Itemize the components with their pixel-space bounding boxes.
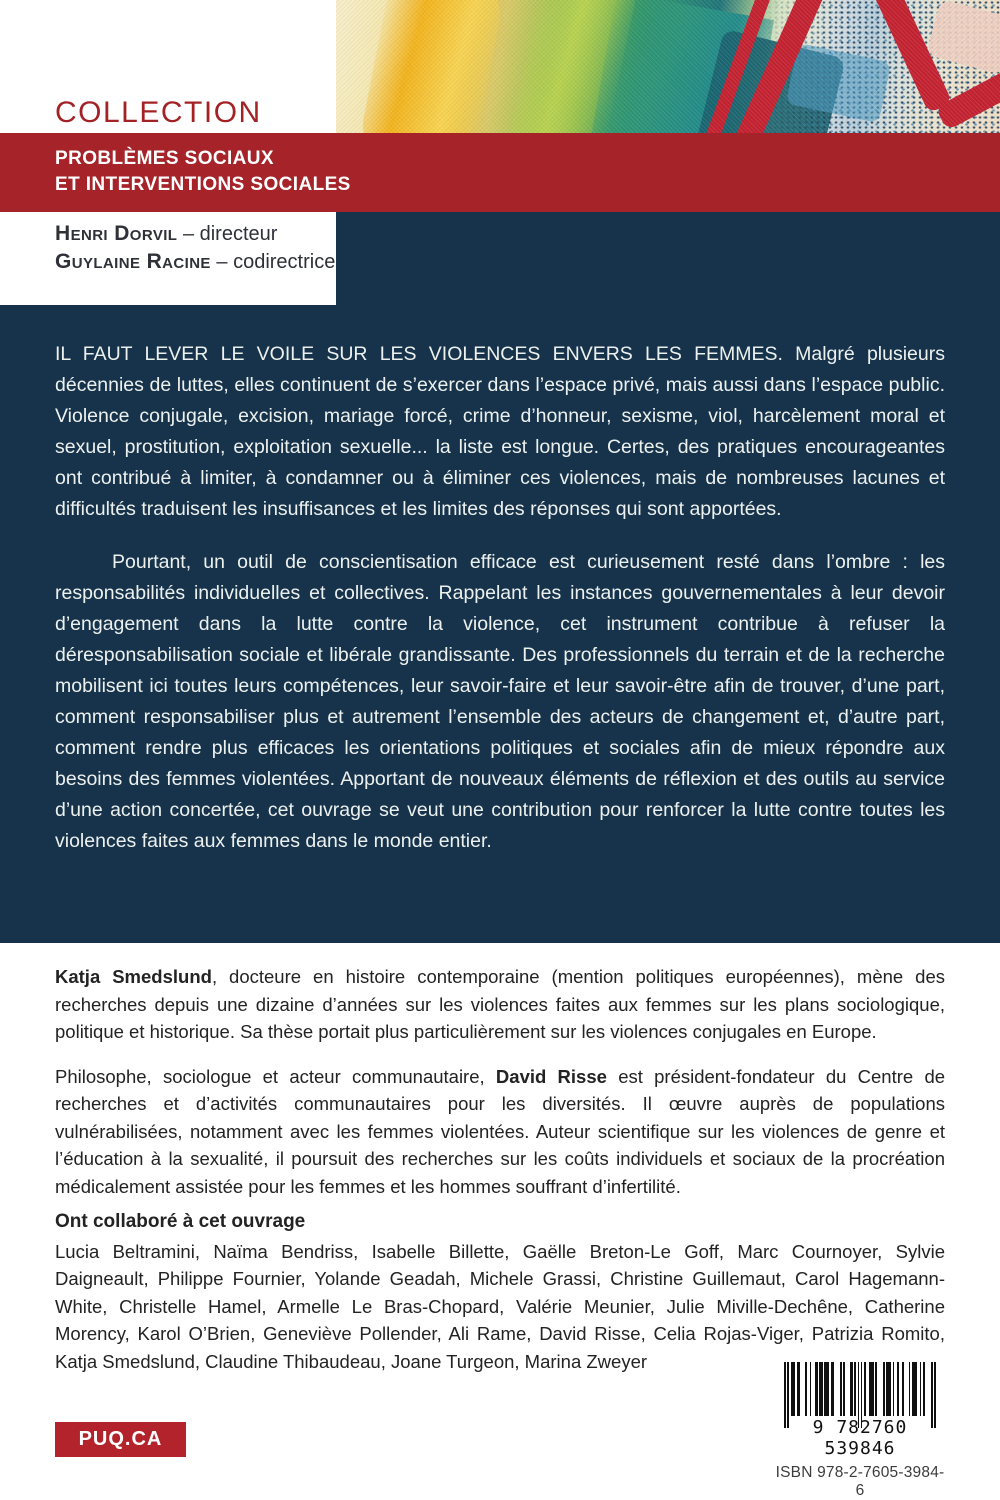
- synopsis: [55, 339, 945, 857]
- isbn-barcode-block: [775, 1362, 945, 1500]
- contributors-section: [55, 1208, 945, 1375]
- synopsis-paragraph-2: Pourtant, un outil de conscientisation efficace est curieusement resté dans l’ombre : les responsabilités individuelles et collectives. Rappelant les instances gouvernementales à leur devoir d’engagement dans la lutte contre la violence, cet instrument contribue à refuser la déresponsabilisation sociale et libérale grandissante. Des professionnels du terrain et de la recherche mobilisent ici toutes leurs compétences, leur savoir-faire et leur savoir-être afin de trouver, d’une part, comment responsabiliser plus et autrement l’ensemble des acteurs de changement et, d’autre part, comment rendre plus efficaces les orientations politiques et sociales afin de mieux répondre aux besoins des femmes violentées. Apportant de nouveaux éléments de réflexion et des outils au service d’une action concertée, cet ouvrage se veut une contribution pour renforcer la lutte contre toutes les violences faites aux femmes dans le monde entier.: [55, 551, 945, 852]
- synopsis-paragraph-1: [55, 339, 945, 525]
- author-bios: [55, 963, 945, 1200]
- author-name-katja-smedslund: Katja Smedslund: [55, 966, 212, 987]
- series-title-line1: PROBLÈMES SOCIAUX: [55, 148, 274, 169]
- barcode-digits: 9 782760 539846: [812, 1417, 908, 1459]
- codirector-line: [55, 248, 335, 276]
- author-name-david-risse: David Risse: [495, 1065, 607, 1087]
- synopsis-paragraph-1-rest: Malgré plusieurs décennies de luttes, elles continuent de s’exercer dans l’espace privé, mais aussi dans l’espace public. Violence conjugale, excision, mariage forcé, crime d’honneur, sexisme, viol, harcèlement moral et sexuel, prostitution, exploitation sexuelle... la liste est longue. Certes, des pratiques encourageantes ont contribué à limiter, à condamner ou à éliminer ces violences, mais de nombreuses lacunes et difficultés traduisent les insuffisances et les limites des réponses qui sont apportées.: [55, 343, 945, 520]
- series-title-line2: ET INTERVENTIONS SOCIALES: [55, 174, 351, 195]
- publisher-logo-puq: PUQ.CA: [55, 1422, 186, 1457]
- codirector-name: Guylaine Racine: [55, 250, 211, 273]
- cover-artwork-painting: [336, 0, 1000, 133]
- contributors-heading: Ont collaboré à cet ouvrage: [55, 1211, 306, 1232]
- director-role: – directeur: [182, 223, 278, 245]
- bio-david-risse: [55, 1063, 945, 1201]
- series-title: [55, 146, 351, 198]
- collection-label: COLLECTION: [55, 96, 262, 129]
- contributors-names: Lucia Beltramini, Naïma Bendriss, Isabelle Billette, Gaëlle Breton-Le Goff, Marc Cournoyer, Sylvie Daigneault, Philippe Fournier, Yolande Geadah, Michele Grassi, Christine Guillemaut, Carol Hagemann-White, Christelle Hamel, Armelle Le Bras-Chopard, Valérie Meunier, Julie Miville-Dechêne, Catherine Morency, Karol O’Brien, Geneviève Pollender, Ali Rame, David Risse, Celia Rojas-Viger, Patrizia Romito, Katja Smedslund, Claudine Thibaudeau, Joane Turgeon, Marina Zweyer: [55, 1240, 945, 1372]
- director-line: [55, 220, 335, 248]
- synopsis-lead-sentence: IL FAUT LEVER LE VOILE SUR LES VIOLENCES ENVERS LES FEMMES.: [55, 343, 783, 365]
- bio-katja-smedslund: [55, 963, 945, 1046]
- bio-david-text: est président-fondateur du Centre de recherches et d’activités communautaires pour les diversités. Il œuvre auprès de populations vulnérabilisées, notamment avec les femmes violentées. Auteur scientifique sur les violences de genre et l’éducation à la sexualité, il poursuit des recherches sur les coûts individuels et sociaux de la procréation médicalement assistée pour les femmes et les hommes souffrant d’infertilité.: [55, 1065, 946, 1197]
- director-name: Henri Dorvil: [55, 222, 178, 245]
- codirector-role: – codirectrice: [216, 251, 336, 273]
- series-directors: [55, 220, 335, 276]
- artwork-canvas-texture: [336, 0, 1000, 133]
- bio-katja-text: , docteure en histoire contemporaine (mention politiques européennes), mène des recherches depuis une dizaine d’années sur les violences faites aux femmes sur les plans sociologique, politique et historique. Sa thèse portait plus particulièrement sur les violences conjugales en Europe.: [55, 966, 946, 1042]
- bio-david-prefix: Philosophe, sociologue et acteur communautaire,: [55, 1065, 496, 1087]
- isbn-text: ISBN 978-2-7605-3984-6: [775, 1464, 945, 1499]
- series-band: [0, 133, 1000, 212]
- navy-side-block: [336, 212, 1000, 306]
